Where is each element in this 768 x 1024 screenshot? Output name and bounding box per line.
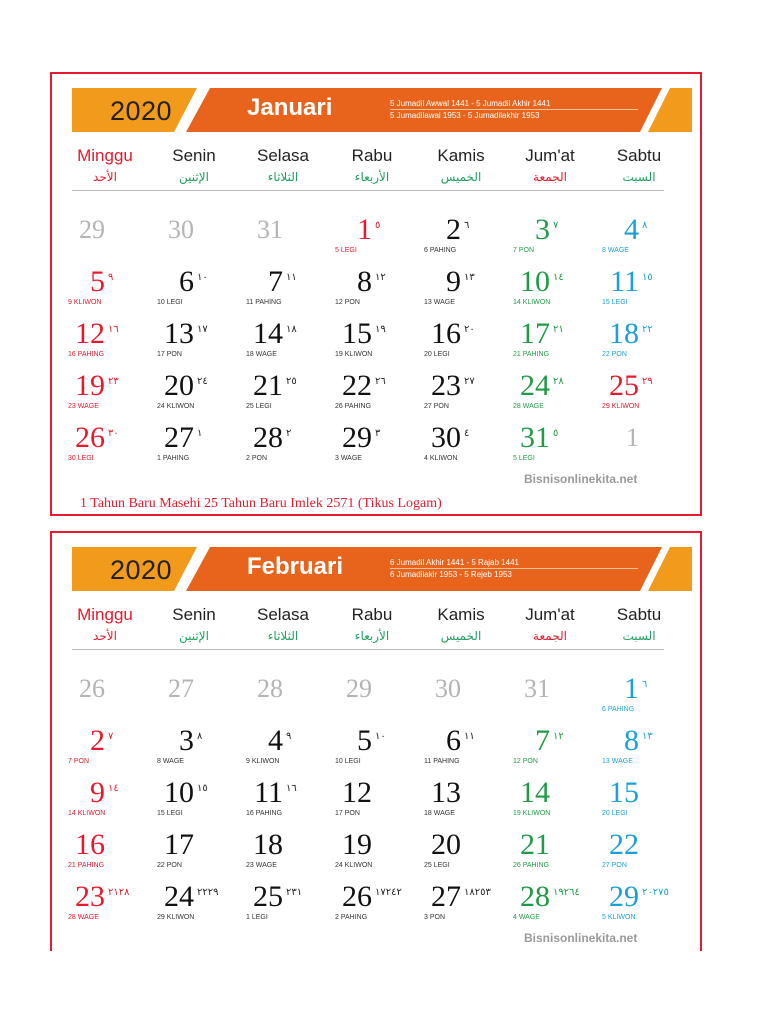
hijri-date: ٢٣١ <box>286 887 303 898</box>
date-number: 25 <box>253 880 283 913</box>
date-cell <box>327 777 417 829</box>
date-cell <box>238 829 328 881</box>
day-header-selasa: Selasa <box>257 146 309 165</box>
watermark: Bisnisonlinekita.net <box>524 472 638 486</box>
hijri-date: ٢٢٢٩ <box>197 887 219 898</box>
pasaran-label: 22 PON <box>602 351 627 358</box>
day-header-selasa: Selasa <box>257 605 309 624</box>
month-header-band <box>72 547 692 591</box>
date-number: 5 <box>90 265 105 298</box>
pasaran-label: 27 PON <box>424 403 449 410</box>
date-number: 26 <box>79 674 105 703</box>
date-cell <box>416 725 506 777</box>
pasaran-label: 10 LEGI <box>157 299 183 306</box>
date-number: 20 <box>431 828 461 861</box>
date-number: 23 <box>431 369 461 402</box>
date-cell <box>594 214 684 266</box>
pasaran-label: 3 PON <box>424 914 446 921</box>
date-number: 17 <box>520 317 550 350</box>
pasaran-label: 21 PAHING <box>513 351 550 358</box>
date-cell <box>416 266 506 318</box>
hijri-date: ١٥ <box>197 783 208 794</box>
date-cell <box>505 777 595 829</box>
date-number: 22 <box>609 828 639 861</box>
date-cell <box>416 214 506 266</box>
pasaran-label: 27 PON <box>602 862 627 869</box>
date-number: 11 <box>254 776 283 809</box>
year-label: 2020 <box>110 555 173 585</box>
hijri-date: ٣٠ <box>108 428 119 439</box>
date-number: 21 <box>520 828 550 861</box>
date-cell <box>416 673 506 725</box>
year-label: 2020 <box>110 96 173 126</box>
hijri-date: ١٢ <box>553 731 564 742</box>
hijri-date: ٧ <box>108 731 114 742</box>
day-header-arabic: الأربعاء <box>354 629 390 643</box>
pasaran-label: 23 WAGE <box>68 403 99 410</box>
date-cell <box>60 214 150 266</box>
day-header-jumat: Jum'at <box>525 605 575 624</box>
hijri-date: ٥ <box>375 220 381 231</box>
date-number: 9 <box>90 776 105 809</box>
hijri-divider <box>390 568 638 569</box>
date-number: 14 <box>253 317 283 350</box>
hijri-date: ١١ <box>286 272 297 283</box>
hijri-date: ٨ <box>642 220 648 231</box>
pasaran-label: 30 LEGI <box>68 455 94 462</box>
date-cell <box>60 725 150 777</box>
header-separator <box>72 190 664 191</box>
date-cell <box>149 829 239 881</box>
hijri-date: ١٦ <box>286 783 297 794</box>
pasaran-label: 13 WAGE <box>602 758 633 765</box>
date-cell <box>594 266 684 318</box>
date-cell <box>149 370 239 422</box>
date-number: 18 <box>253 828 283 861</box>
pasaran-label: 4 WAGE <box>513 914 540 921</box>
hijri-date: ٢٠٢٧٥ <box>642 887 669 898</box>
date-number: 24 <box>164 880 194 913</box>
date-number: 31 <box>524 674 550 703</box>
date-number: 12 <box>342 776 372 809</box>
date-number: 11 <box>610 265 639 298</box>
date-cell <box>149 673 239 725</box>
pasaran-label: 5 LEGI <box>335 247 357 254</box>
date-cell <box>505 370 595 422</box>
date-number: 26 <box>342 880 372 913</box>
pasaran-label: 21 PAHING <box>68 862 105 869</box>
date-number: 28 <box>520 880 550 913</box>
pasaran-label: 24 KLIWON <box>335 862 373 869</box>
day-header-arabic: السبت <box>622 170 656 184</box>
pasaran-label: 14 KLIWON <box>68 810 106 817</box>
date-cell <box>505 725 595 777</box>
hijri-date: ١٠ <box>375 731 386 742</box>
day-header-arabic: الإثنين <box>179 170 209 184</box>
date-number: 7 <box>535 724 550 757</box>
date-cell <box>60 777 150 829</box>
date-cell <box>505 214 595 266</box>
hijri-date: ٧ <box>553 220 559 231</box>
month-name: Januari <box>247 94 333 121</box>
date-cell <box>594 777 684 829</box>
date-cell <box>149 881 239 933</box>
pasaran-label: 5 LEGI <box>513 455 535 462</box>
javanese-range: 5 Jumadilawal 1953 - 5 Jumadilakhir 1953 <box>390 111 540 120</box>
hijri-date: ١ <box>197 428 203 439</box>
day-header-sabtu: Sabtu <box>616 146 662 165</box>
pasaran-label: 1 PAHING <box>157 455 190 462</box>
date-number: 4 <box>268 724 283 757</box>
watermark: Bisnisonlinekita.net <box>524 931 638 945</box>
pasaran-label: 15 LEGI <box>602 299 628 306</box>
date-number: 2 <box>446 213 461 246</box>
pasaran-label: 12 PON <box>335 299 360 306</box>
hijri-date: ١٩٢٦٤ <box>553 887 580 898</box>
day-header-arabic: الثلاثاء <box>267 170 299 184</box>
date-cell <box>505 881 595 933</box>
date-number: 28 <box>257 674 283 703</box>
pasaran-label: 25 LEGI <box>246 403 272 410</box>
date-number: 6 <box>446 724 461 757</box>
date-number: 29 <box>342 421 372 454</box>
pasaran-label: 14 KLIWON <box>513 299 551 306</box>
date-number: 27 <box>164 421 194 454</box>
date-cell <box>238 725 328 777</box>
date-cell <box>238 318 328 370</box>
calendar-februari <box>50 531 702 951</box>
pasaran-label: 6 PAHING <box>424 247 457 254</box>
date-number: 20 <box>164 369 194 402</box>
date-number: 16 <box>431 317 461 350</box>
pasaran-label: 29 KLIWON <box>602 403 640 410</box>
pasaran-label: 9 KLIWON <box>68 299 102 306</box>
pasaran-label: 20 LEGI <box>424 351 450 358</box>
date-number: 24 <box>520 369 550 402</box>
date-cell <box>149 318 239 370</box>
date-cell <box>416 777 506 829</box>
hijri-date: ٤ <box>464 428 470 439</box>
date-cell <box>60 422 150 474</box>
pasaran-label: 19 KLIWON <box>335 351 373 358</box>
date-cell <box>149 266 239 318</box>
day-header-arabic: الخميس <box>440 170 482 184</box>
hijri-date: ٢ <box>286 428 292 439</box>
date-cell <box>238 673 328 725</box>
date-number: 13 <box>431 776 461 809</box>
header-separator <box>72 649 664 650</box>
date-cell <box>327 370 417 422</box>
date-number: 29 <box>346 674 372 703</box>
hijri-date: ٨ <box>197 731 203 742</box>
date-number: 3 <box>179 724 194 757</box>
pasaran-label: 11 PAHING <box>424 758 460 765</box>
pasaran-label: 5 KLIWON <box>602 914 636 921</box>
date-number: 18 <box>609 317 639 350</box>
date-cell <box>594 881 684 933</box>
pasaran-label: 9 KLIWON <box>246 758 280 765</box>
date-cell <box>60 370 150 422</box>
hijri-date: ١٣ <box>642 731 653 742</box>
date-number: 9 <box>446 265 461 298</box>
date-number: 16 <box>75 828 105 861</box>
date-cell <box>505 673 595 725</box>
hijri-range: 6 Jumadil Akhir 1441 - 5 Rajab 1441 <box>390 558 519 567</box>
pasaran-label: 11 PAHING <box>246 299 282 306</box>
pasaran-label: 8 WAGE <box>602 247 629 254</box>
date-cell <box>327 829 417 881</box>
hijri-date: ١١ <box>464 731 475 742</box>
date-cell <box>149 777 239 829</box>
date-cell <box>594 318 684 370</box>
hijri-date: ١٤ <box>553 272 564 283</box>
holiday-note: 1 Tahun Baru Masehi 25 Tahun Baru Imlek 2571 (Tikus Logam) <box>80 496 442 511</box>
pasaran-label: 1 LEGI <box>246 914 268 921</box>
hijri-date: ١٨٢٥٣ <box>464 887 491 898</box>
hijri-date: ٦ <box>464 220 470 231</box>
date-number: 30 <box>168 215 194 244</box>
pasaran-label: 7 PON <box>513 247 535 254</box>
date-number: 19 <box>342 828 372 861</box>
day-header-sabtu: Sabtu <box>616 605 662 624</box>
date-number: 15 <box>342 317 372 350</box>
day-header-arabic: الأحد <box>93 629 117 643</box>
pasaran-label: 12 PON <box>513 758 538 765</box>
pasaran-label: 25 LEGI <box>424 862 450 869</box>
pasaran-label: 2 PON <box>246 455 268 462</box>
hijri-date: ٩ <box>286 731 292 742</box>
date-cell <box>238 777 328 829</box>
date-cell <box>327 725 417 777</box>
date-number: 10 <box>520 265 550 298</box>
day-header-minggu: Minggu <box>77 146 133 165</box>
date-number: 1 <box>626 423 639 452</box>
pasaran-label: 3 WAGE <box>335 455 362 462</box>
date-cell <box>416 422 506 474</box>
pasaran-label: 13 WAGE <box>424 299 455 306</box>
hijri-date: ٢٩ <box>642 376 653 387</box>
day-header-arabic: الإثنين <box>179 629 209 643</box>
date-number: 29 <box>79 215 105 244</box>
pasaran-label: 16 PAHING <box>246 810 283 817</box>
hijri-date: ٩ <box>108 272 114 283</box>
pasaran-label: 6 PAHING <box>602 706 635 713</box>
date-number: 29 <box>609 880 639 913</box>
date-cell <box>505 266 595 318</box>
hijri-date: ١٣ <box>464 272 475 283</box>
date-number: 22 <box>342 369 372 402</box>
date-cell <box>238 422 328 474</box>
pasaran-label: 4 KLIWON <box>424 455 458 462</box>
date-cell <box>505 829 595 881</box>
date-number: 23 <box>75 880 105 913</box>
date-number: 25 <box>609 369 639 402</box>
hijri-range: 5 Jumadil Awwal 1441 - 5 Jumadil Akhir 1441 <box>390 99 551 108</box>
date-cell <box>60 881 150 933</box>
date-cell <box>327 266 417 318</box>
pasaran-label: 28 WAGE <box>68 914 99 921</box>
date-number: 3 <box>535 213 550 246</box>
hijri-date: ١٥ <box>642 272 653 283</box>
date-number: 27 <box>168 674 194 703</box>
pasaran-label: 24 KLIWON <box>157 403 195 410</box>
date-cell <box>416 370 506 422</box>
date-cell <box>327 881 417 933</box>
day-header-rabu: Rabu <box>351 146 393 165</box>
day-header-senin: Senin <box>172 146 216 165</box>
date-number: 30 <box>431 421 461 454</box>
date-cell <box>594 725 684 777</box>
pasaran-label: 26 PAHING <box>513 862 550 869</box>
day-header-arabic: السبت <box>622 629 656 643</box>
date-cell <box>60 318 150 370</box>
date-cell <box>327 422 417 474</box>
date-number: 2 <box>90 724 105 757</box>
hijri-date: ١٢ <box>375 272 386 283</box>
hijri-date: ١٧٢٤٢ <box>375 887 402 898</box>
date-number: 12 <box>75 317 105 350</box>
day-header-arabic: الأربعاء <box>354 170 390 184</box>
pasaran-label: 28 WAGE <box>513 403 544 410</box>
hijri-date: ١٧ <box>197 324 208 335</box>
pasaran-label: 16 PAHING <box>68 351 105 358</box>
day-header-kamis: Kamis <box>437 146 485 165</box>
hijri-date: ٢٠ <box>464 324 475 335</box>
day-header-arabic: الثلاثاء <box>267 629 299 643</box>
pasaran-label: 17 PON <box>157 351 182 358</box>
pasaran-label: 29 KLIWON <box>157 914 195 921</box>
pasaran-label: 19 KLIWON <box>513 810 551 817</box>
hijri-date: ٢٨ <box>553 376 564 387</box>
date-cell <box>149 422 239 474</box>
day-header-arabic: الجمعة <box>533 170 567 184</box>
date-cell <box>327 673 417 725</box>
hijri-date: ٥ <box>553 428 559 439</box>
date-cell <box>594 673 684 725</box>
date-number: 31 <box>257 215 283 244</box>
date-cell <box>416 881 506 933</box>
hijri-date: ٦ <box>642 679 648 690</box>
pasaran-label: 17 PON <box>335 810 360 817</box>
date-number: 15 <box>609 776 639 809</box>
javanese-range: 6 Jumadilakir 1953 - 5 Rejeb 1953 <box>390 570 512 579</box>
date-number: 8 <box>624 724 639 757</box>
date-number: 5 <box>357 724 372 757</box>
date-cell <box>238 266 328 318</box>
day-header-minggu: Minggu <box>77 605 133 624</box>
date-number: 27 <box>431 880 461 913</box>
day-header-arabic: الخميس <box>440 629 482 643</box>
date-number: 30 <box>435 674 461 703</box>
date-number: 14 <box>520 776 550 809</box>
date-cell <box>238 881 328 933</box>
pasaran-label: 23 WAGE <box>246 862 277 869</box>
date-number: 4 <box>624 213 639 246</box>
day-header-senin: Senin <box>172 605 216 624</box>
date-number: 10 <box>164 776 194 809</box>
date-cell <box>594 829 684 881</box>
hijri-date: ٢٧ <box>464 376 475 387</box>
hijri-divider <box>390 109 638 110</box>
hijri-date: ٢٦ <box>375 376 386 387</box>
date-cell <box>149 214 239 266</box>
date-cell <box>594 370 684 422</box>
hijri-date: ٢٢ <box>642 324 653 335</box>
pasaran-label: 2 PAHING <box>335 914 368 921</box>
day-header-rabu: Rabu <box>351 605 393 624</box>
hijri-date: ٢١ <box>553 324 564 335</box>
hijri-date: ١٦ <box>108 324 119 335</box>
pasaran-label: 26 PAHING <box>335 403 372 410</box>
date-number: 8 <box>357 265 372 298</box>
date-cell <box>60 829 150 881</box>
date-cell <box>327 214 417 266</box>
date-number: 7 <box>268 265 283 298</box>
hijri-date: ١٨ <box>286 324 297 335</box>
date-number: 1 <box>357 213 372 246</box>
date-cell <box>149 725 239 777</box>
date-cell <box>505 422 595 474</box>
date-number: 28 <box>253 421 283 454</box>
hijri-date: ١٤ <box>108 783 119 794</box>
month-header-band <box>72 88 692 132</box>
date-cell <box>416 829 506 881</box>
date-number: 19 <box>75 369 105 402</box>
date-number: 6 <box>179 265 194 298</box>
hijri-date: ٢٤ <box>197 376 208 387</box>
date-number: 31 <box>520 421 550 454</box>
hijri-date: ١٩ <box>375 324 386 335</box>
date-number: 1 <box>624 672 639 705</box>
date-number: 17 <box>164 828 194 861</box>
date-cell <box>60 266 150 318</box>
date-number: 26 <box>75 421 105 454</box>
pasaran-label: 8 WAGE <box>157 758 184 765</box>
pasaran-label: 7 PON <box>68 758 90 765</box>
pasaran-label: 22 PON <box>157 862 182 869</box>
pasaran-label: 10 LEGI <box>335 758 361 765</box>
pasaran-label: 15 LEGI <box>157 810 183 817</box>
hijri-date: ٢٣ <box>108 376 119 387</box>
day-header-arabic: الجمعة <box>533 629 567 643</box>
date-cell <box>416 318 506 370</box>
calendar-januari <box>50 72 702 516</box>
pasaran-label: 18 WAGE <box>424 810 455 817</box>
hijri-date: ٢٥ <box>286 376 297 387</box>
date-number: 21 <box>253 369 283 402</box>
date-cell <box>327 318 417 370</box>
day-header-jumat: Jum'at <box>525 146 575 165</box>
date-cell <box>60 673 150 725</box>
date-cell <box>594 422 684 474</box>
date-cell <box>505 318 595 370</box>
date-cell <box>238 370 328 422</box>
hijri-date: ٢١٢٨ <box>108 887 130 898</box>
day-header-kamis: Kamis <box>437 605 485 624</box>
hijri-date: ١٠ <box>197 272 208 283</box>
pasaran-label: 20 LEGI <box>602 810 628 817</box>
date-cell <box>238 214 328 266</box>
date-number: 13 <box>164 317 194 350</box>
pasaran-label: 18 WAGE <box>246 351 277 358</box>
month-name: Februari <box>247 553 344 580</box>
hijri-date: ٣ <box>375 428 381 439</box>
day-header-arabic: الأحد <box>93 170 117 184</box>
